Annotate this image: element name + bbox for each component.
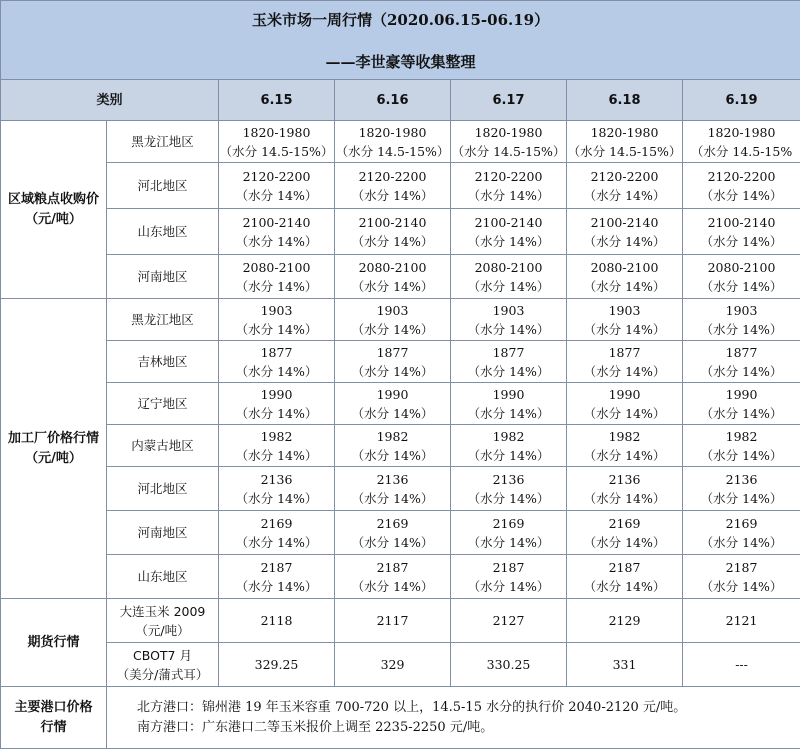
price-cell [683, 209, 800, 255]
price-value: 1877 [260, 344, 293, 360]
price-value: 2169 [260, 515, 293, 531]
futures-value: --- [683, 643, 800, 687]
price-cell [567, 511, 683, 555]
price-cell [451, 121, 567, 163]
futures-name: CBOT7 月 [133, 647, 192, 663]
price-value: 1820-1980 [474, 124, 543, 140]
region-cell: 黑龙江地区 [107, 121, 219, 163]
table-row [1, 163, 800, 209]
price-cell [335, 341, 451, 383]
moisture-note: （水分 14%） [583, 405, 666, 421]
table-row [1, 511, 800, 555]
moisture-note: （水分 14%） [235, 534, 318, 550]
moisture-note: （水分 14%） [351, 534, 434, 550]
moisture-note: （水分 14%） [583, 490, 666, 506]
price-cell [567, 425, 683, 467]
moisture-note: （水分 14%） [583, 278, 666, 294]
region-cell: 山东地区 [107, 209, 219, 255]
moisture-note: （水分 14%） [583, 363, 666, 379]
price-cell [451, 511, 567, 555]
price-value: 1877 [376, 344, 409, 360]
header-date: 6.18 [567, 80, 683, 121]
table-row [1, 425, 800, 467]
region-cell: 辽宁地区 [107, 383, 219, 425]
moisture-note: （水分 14.5-15%） [335, 143, 450, 159]
moisture-note: （水分 14%） [700, 187, 783, 203]
price-cell [683, 425, 800, 467]
price-cell [219, 511, 335, 555]
page-subtitle: ——李世豪等收集整理 [325, 53, 476, 71]
moisture-note: （水分 14%） [583, 321, 666, 337]
price-cell [451, 209, 567, 255]
ports-text-cell [107, 687, 800, 749]
moisture-note: （水分 14%） [351, 187, 434, 203]
ports-south-text: 南方港口：广东港口二等玉米报价上调至 2235-2250 元/吨。 [137, 719, 494, 735]
price-cell [683, 383, 800, 425]
futures-value: 329.25 [219, 643, 335, 687]
price-value: 2080-2100 [474, 259, 543, 275]
price-cell [335, 121, 451, 163]
futures-name-cell [107, 599, 219, 643]
price-cell [335, 511, 451, 555]
price-value: 2169 [608, 515, 641, 531]
price-value: 1990 [260, 386, 293, 402]
price-value: 1903 [725, 302, 758, 318]
price-cell [335, 299, 451, 341]
moisture-note: （水分 14%） [235, 278, 318, 294]
price-cell [219, 467, 335, 511]
moisture-note: （水分 14%） [235, 233, 318, 249]
header-date: 6.19 [683, 80, 800, 121]
moisture-note: （水分 14%） [700, 321, 783, 337]
price-value: 2120-2200 [474, 168, 543, 184]
moisture-note: （水分 14%） [467, 187, 550, 203]
price-cell [567, 341, 683, 383]
price-cell [683, 555, 800, 599]
price-value: 2136 [492, 471, 525, 487]
region-cell: 黑龙江地区 [107, 299, 219, 341]
price-value: 2100-2140 [707, 214, 776, 230]
price-value: 2136 [725, 471, 758, 487]
price-cell [335, 209, 451, 255]
section-label-line2: （元/吨） [25, 450, 82, 466]
price-cell [219, 299, 335, 341]
table-row [1, 255, 800, 299]
price-value: 1877 [725, 344, 758, 360]
price-value: 1982 [492, 428, 525, 444]
futures-name-cell [107, 643, 219, 687]
futures-row [1, 643, 800, 687]
moisture-note: （水分 14%） [351, 447, 434, 463]
price-value: 1903 [608, 302, 641, 318]
futures-value: 329 [335, 643, 451, 687]
price-value: 2187 [492, 559, 525, 575]
price-value: 2120-2200 [242, 168, 311, 184]
moisture-note: （水分 14%） [467, 363, 550, 379]
price-value: 1990 [376, 386, 409, 402]
futures-value: 2127 [451, 599, 567, 643]
region-cell: 河南地区 [107, 511, 219, 555]
ports-label-line1: 主要港口价格 [14, 699, 93, 715]
table-row [1, 555, 800, 599]
price-value: 2136 [608, 471, 641, 487]
futures-value: 330.25 [451, 643, 567, 687]
price-cell [683, 121, 800, 163]
section-label [1, 299, 107, 599]
ports-label [1, 687, 107, 749]
table-row [1, 383, 800, 425]
price-cell [567, 121, 683, 163]
price-cell [219, 163, 335, 209]
price-cell [219, 255, 335, 299]
price-cell [683, 255, 800, 299]
price-cell [219, 425, 335, 467]
price-value: 1820-1980 [590, 124, 659, 140]
moisture-note: （水分 14%） [700, 490, 783, 506]
moisture-note: （水分 14%） [583, 534, 666, 550]
page-title: 玉米市场一周行情（2020.06.15-06.19） [251, 11, 550, 29]
region-cell: 吉林地区 [107, 341, 219, 383]
price-value: 2100-2140 [590, 214, 659, 230]
price-value: 2187 [725, 559, 758, 575]
price-value: 1982 [260, 428, 293, 444]
moisture-note: （水分 14%） [700, 578, 783, 594]
moisture-note: （水分 14%） [467, 447, 550, 463]
moisture-note: （水分 14%） [351, 363, 434, 379]
price-value: 1982 [376, 428, 409, 444]
title-cell [1, 1, 800, 80]
region-cell: 山东地区 [107, 555, 219, 599]
price-cell [567, 555, 683, 599]
moisture-note: （水分 14%） [700, 278, 783, 294]
price-value: 1877 [492, 344, 525, 360]
header-date: 6.15 [219, 80, 335, 121]
price-cell [451, 383, 567, 425]
price-cell [567, 383, 683, 425]
section-label-line1: 区域粮点收购价 [7, 191, 99, 207]
moisture-note: （水分 14.5-15% [690, 143, 793, 159]
price-cell [683, 511, 800, 555]
moisture-note: （水分 14%） [351, 278, 434, 294]
price-cell [567, 255, 683, 299]
price-value: 1990 [492, 386, 525, 402]
price-value: 1903 [260, 302, 293, 318]
moisture-note: （水分 14%） [235, 321, 318, 337]
price-cell [219, 383, 335, 425]
price-cell [683, 299, 800, 341]
futures-value: 2129 [567, 599, 683, 643]
price-value: 1982 [725, 428, 758, 444]
moisture-note: （水分 14%） [235, 490, 318, 506]
table-row [1, 121, 800, 163]
price-cell [567, 299, 683, 341]
price-cell [451, 467, 567, 511]
price-cell [567, 209, 683, 255]
price-value: 2187 [260, 559, 293, 575]
ports-label-line2: 行情 [40, 719, 67, 735]
table-row [1, 209, 800, 255]
price-value: 2080-2100 [707, 259, 776, 275]
price-cell [451, 299, 567, 341]
price-cell [335, 555, 451, 599]
moisture-note: （水分 14.5-15%） [567, 143, 682, 159]
price-cell [219, 121, 335, 163]
price-cell [451, 425, 567, 467]
moisture-note: （水分 14%） [467, 534, 550, 550]
price-cell [451, 555, 567, 599]
price-value: 1990 [608, 386, 641, 402]
price-value: 1903 [492, 302, 525, 318]
moisture-note: （水分 14%） [700, 447, 783, 463]
moisture-note: （水分 14%） [467, 578, 550, 594]
section-label [1, 121, 107, 299]
price-cell [567, 467, 683, 511]
price-value: 1903 [376, 302, 409, 318]
price-value: 1820-1980 [707, 124, 776, 140]
futures-unit: （元/吨） [135, 622, 190, 638]
moisture-note: （水分 14%） [467, 490, 550, 506]
moisture-note: （水分 14%） [700, 534, 783, 550]
region-cell: 河南地区 [107, 255, 219, 299]
table-row [1, 341, 800, 383]
table-row [1, 299, 800, 341]
ports-north-text: 北方港口：锦州港 19 年玉米容重 700-720 以上，14.5-15 水分的执行价 2040-2120 元/吨。 [137, 699, 687, 715]
moisture-note: （水分 14%） [583, 447, 666, 463]
price-value: 2080-2100 [358, 259, 427, 275]
region-cell: 河北地区 [107, 163, 219, 209]
moisture-note: （水分 14%） [235, 447, 318, 463]
moisture-note: （水分 14%） [583, 578, 666, 594]
price-value: 1820-1980 [358, 124, 427, 140]
section-label-line1: 加工厂价格行情 [7, 430, 99, 446]
price-cell [683, 341, 800, 383]
moisture-note: （水分 14%） [235, 578, 318, 594]
price-value: 1877 [608, 344, 641, 360]
header-date: 6.16 [335, 80, 451, 121]
price-cell [451, 163, 567, 209]
title-row [1, 1, 800, 80]
section-label-line2: （元/吨） [25, 211, 82, 227]
price-value: 2136 [376, 471, 409, 487]
price-cell [219, 341, 335, 383]
moisture-note: （水分 14%） [700, 363, 783, 379]
futures-value: 2117 [335, 599, 451, 643]
region-cell: 河北地区 [107, 467, 219, 511]
moisture-note: （水分 14%） [467, 321, 550, 337]
futures-row [1, 599, 800, 643]
price-value: 2120-2200 [590, 168, 659, 184]
moisture-note: （水分 14%） [700, 233, 783, 249]
price-value: 2169 [376, 515, 409, 531]
price-cell [683, 467, 800, 511]
moisture-note: （水分 14%） [700, 405, 783, 421]
moisture-note: （水分 14%） [235, 363, 318, 379]
moisture-note: （水分 14%） [467, 278, 550, 294]
futures-name: 大连玉米 2009 [119, 603, 206, 619]
moisture-note: （水分 14%） [583, 233, 666, 249]
price-cell [567, 163, 683, 209]
moisture-note: （水分 14%） [351, 321, 434, 337]
price-cell [451, 341, 567, 383]
price-value: 2169 [492, 515, 525, 531]
futures-value: 331 [567, 643, 683, 687]
futures-unit: （美分/蒲式耳） [116, 666, 209, 682]
price-value: 1990 [725, 386, 758, 402]
price-value: 1820-1980 [242, 124, 311, 140]
moisture-note: （水分 14%） [235, 405, 318, 421]
price-value: 2080-2100 [590, 259, 659, 275]
moisture-note: （水分 14%） [467, 233, 550, 249]
price-value: 2187 [376, 559, 409, 575]
header-row [1, 80, 800, 121]
moisture-note: （水分 14%） [351, 490, 434, 506]
price-value: 2169 [725, 515, 758, 531]
moisture-note: （水分 14%） [351, 405, 434, 421]
price-cell [219, 209, 335, 255]
price-cell [335, 467, 451, 511]
price-value: 2136 [260, 471, 293, 487]
price-cell [683, 163, 800, 209]
moisture-note: （水分 14%） [467, 405, 550, 421]
moisture-note: （水分 14%） [351, 578, 434, 594]
moisture-note: （水分 14.5-15%） [219, 143, 334, 159]
price-value: 2100-2140 [242, 214, 311, 230]
moisture-note: （水分 14%） [235, 187, 318, 203]
futures-value: 2121 [683, 599, 800, 643]
price-cell [451, 255, 567, 299]
price-cell [335, 163, 451, 209]
region-cell: 内蒙古地区 [107, 425, 219, 467]
futures-label: 期货行情 [1, 599, 107, 687]
price-value: 2187 [608, 559, 641, 575]
header-date: 6.17 [451, 80, 567, 121]
price-cell [335, 255, 451, 299]
price-cell [335, 383, 451, 425]
moisture-note: （水分 14%） [351, 233, 434, 249]
header-category: 类别 [1, 80, 219, 121]
price-value: 2100-2140 [358, 214, 427, 230]
ports-row [1, 687, 800, 749]
futures-value: 2118 [219, 599, 335, 643]
moisture-note: （水分 14.5-15%） [451, 143, 566, 159]
price-cell [335, 425, 451, 467]
price-value: 2080-2100 [242, 259, 311, 275]
price-value: 2120-2200 [707, 168, 776, 184]
moisture-note: （水分 14%） [583, 187, 666, 203]
table-row [1, 467, 800, 511]
price-value: 2100-2140 [474, 214, 543, 230]
price-value: 2120-2200 [358, 168, 427, 184]
price-cell [219, 555, 335, 599]
price-value: 1982 [608, 428, 641, 444]
